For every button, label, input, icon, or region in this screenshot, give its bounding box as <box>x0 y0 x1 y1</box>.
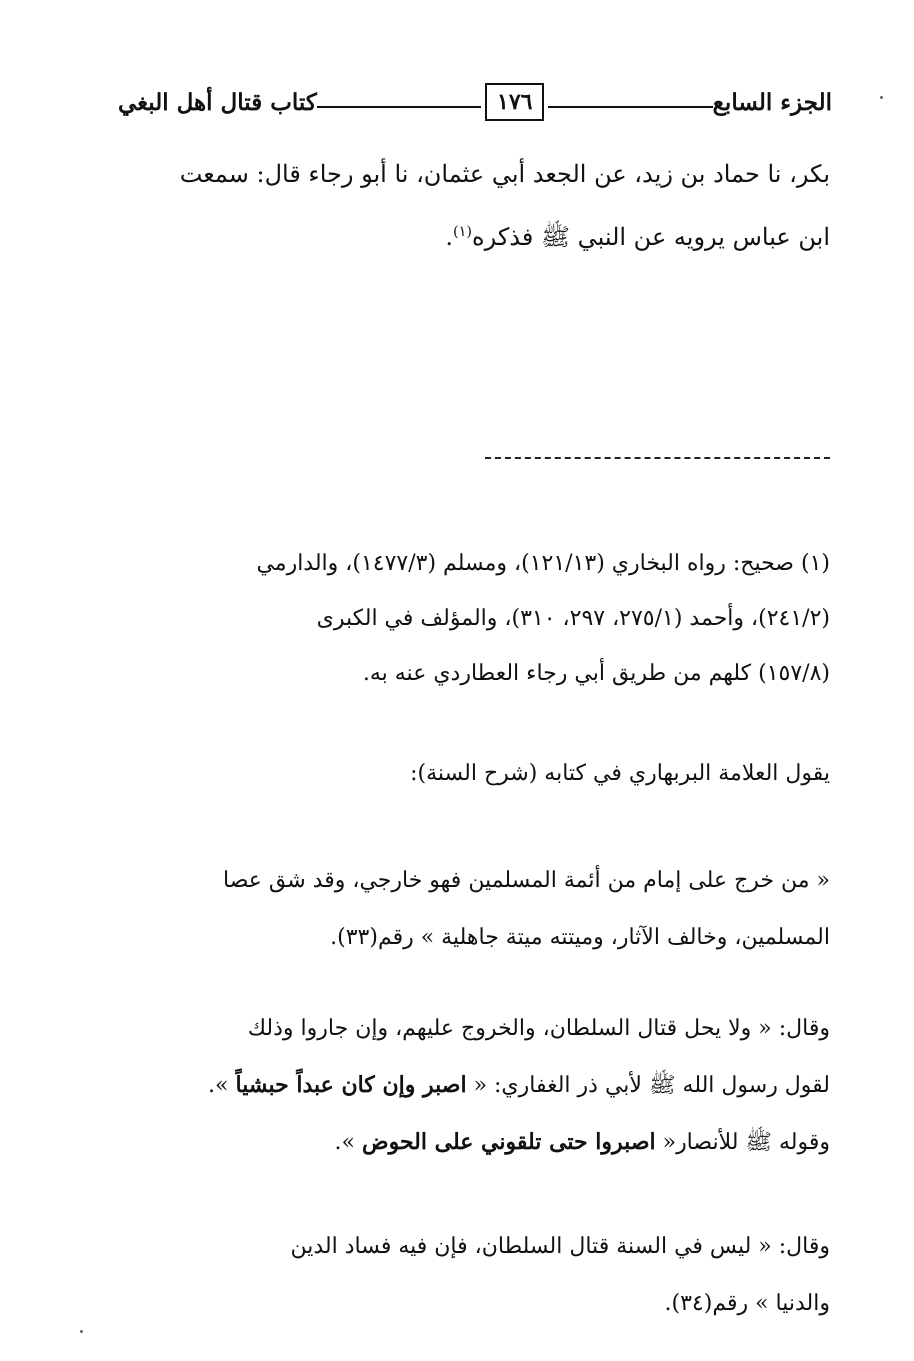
scan-speck <box>80 1330 83 1333</box>
book-title: كتاب قتال أهل البغي <box>118 88 317 116</box>
paragraph-4-line-1: وقال: « ليس في السنة قتال السلطان، فإن فيه فساد الدين <box>290 1234 830 1259</box>
intro-line-2-end: . <box>445 223 454 251</box>
paragraph-2-line-2: المسلمين، وخالف الآثار، وميتته ميتة جاهلية » رقم(٣٣). <box>330 925 830 950</box>
paragraph-3-line-1: وقال: « ولا يحل قتال السلطان، والخروج عليهم، وإن جاروا وذلك <box>247 1016 830 1041</box>
footnote-ref: (١) <box>453 224 473 240</box>
scan-speck <box>880 96 883 99</box>
paragraph-3-line-3-pre: وقوله ﷺ للأنصار« <box>655 1130 830 1155</box>
paragraph-1 <box>120 745 830 802</box>
header-rule-right <box>548 106 712 108</box>
paragraph-3 <box>120 1000 830 1171</box>
paragraph-3-line-2-pre: لقول رسول الله ﷺ لأبي ذر الغفاري: « <box>466 1073 830 1098</box>
footnote-separator <box>485 457 830 459</box>
paragraph-1-line-1: يقول العلامة البربهاري في كتابه (شرح السنة): <box>410 761 830 786</box>
paragraph-4 <box>120 1218 830 1332</box>
paragraph-3-line-3 <box>120 1114 830 1171</box>
paragraph-3-line-2 <box>120 1057 830 1114</box>
footnote-line-3: (١٥٧/٨) كلهم من طريق أبي رجاء العطاردي عنه به. <box>362 661 830 686</box>
page-header <box>118 82 832 122</box>
intro-text <box>110 145 830 266</box>
paragraph-3-quote-2: اصبروا حتى تلقوني على الحوض <box>362 1129 656 1155</box>
paragraph-3-quote-1: اصبر وإن كان عبداً حبشياً <box>235 1072 467 1098</box>
volume-label: الجزء السابع <box>712 88 832 116</box>
paragraph-3-line-2-post: ». <box>208 1073 236 1098</box>
intro-line-2-text: ابن عباس يرويه عن النبي ﷺ فذكره <box>472 223 830 251</box>
page-number: ١٧٦ <box>485 83 544 121</box>
paragraph-2 <box>120 852 830 966</box>
footnote-line-1: (١) صحيح: رواه البخاري (١٢١/١٣)، ومسلم (١٤٧٧/٣)، والدارمي <box>256 551 830 576</box>
paragraph-4-line-2: والدنيا » رقم(٣٤). <box>664 1291 830 1316</box>
intro-line-1: بكر، نا حماد بن زيد، عن الجعد أبي عثمان، نا أبو رجاء قال: سمعت <box>179 160 830 188</box>
paragraph-3-line-3-post: ». <box>334 1130 362 1155</box>
footnote <box>120 536 830 701</box>
intro-line-2 <box>110 203 830 266</box>
paragraph-2-line-1: « من خرج على إمام من أئمة المسلمين فهو خارجي، وقد شق عصا <box>222 868 830 893</box>
footnote-line-2: (٢٤١/٢)، وأحمد (٢٧٥/١، ٢٩٧، ٣١٠)، والمؤلف في الكبرى <box>316 606 830 631</box>
header-rule-left <box>317 106 481 108</box>
